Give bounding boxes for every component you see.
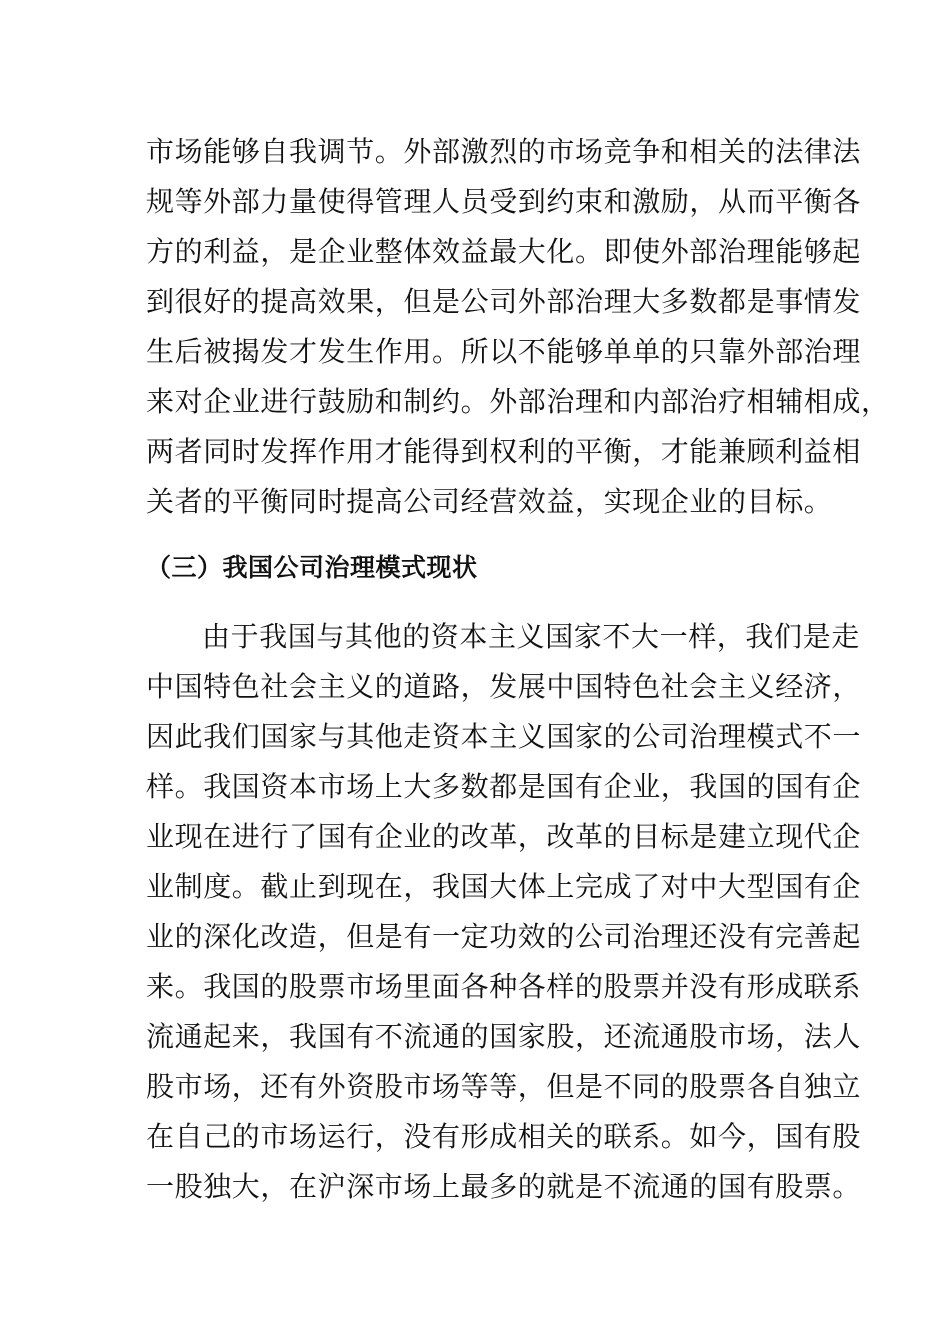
paragraph2-line: 业制度。截止到现在，我国大体上完成了对中大型国有企 [146, 870, 862, 903]
paragraph1-line: 规等外部力量使得管理人员受到约束和激励，从而平衡各 [146, 185, 862, 218]
section-heading: （三）我国公司治理模式现状 [146, 553, 478, 582]
paragraph2-line: 在自己的市场运行，没有形成相关的联系。如今，国有股 [146, 1120, 862, 1153]
paragraph2-line: 来。我国的股票市场里面各种各样的股票并没有形成联系 [146, 970, 862, 1003]
paragraph2-line: 一股独大，在沪深市场上最多的就是不流通的国有股票。 [146, 1170, 862, 1203]
paragraph1-line: 关者的平衡同时提高公司经营效益，实现企业的目标。 [146, 485, 833, 518]
paragraph1-line: 来对企业进行鼓励和制约。外部治理和内部治疗相辅相成， [146, 385, 890, 418]
paragraph1-line: 两者同时发挥作用才能得到权利的平衡，才能兼顾利益相 [146, 435, 862, 468]
paragraph1-line: 方的利益，是企业整体效益最大化。即使外部治理能够起 [146, 235, 862, 268]
paragraph1-line: 生后被揭发才发生作用。所以不能够单单的只靠外部治理 [146, 335, 862, 368]
paragraph2-line: 样。我国资本市场上大多数都是国有企业，我国的国有企 [146, 770, 862, 803]
paragraph2-line: 业现在进行了国有企业的改革，改革的目标是建立现代企 [146, 820, 862, 853]
paragraph2-line: 中国特色社会主义的道路，发展中国特色社会主义经济， [146, 670, 862, 703]
paragraph1-line: 市场能够自我调节。外部激烈的市场竞争和相关的法律法 [146, 135, 862, 168]
paragraph2-line: 因此我们国家与其他走资本主义国家的公司治理模式不一 [146, 720, 862, 753]
paragraph2-line: 业的深化改造，但是有一定功效的公司治理还没有完善起 [146, 920, 862, 953]
paragraph2-line: 流通起来，我国有不流通的国家股，还流通股市场，法人 [146, 1020, 862, 1053]
paragraph2-line: 由于我国与其他的资本主义国家不大一样，我们是走 [202, 620, 860, 653]
paragraph2-line: 股市场，还有外资股市场等等，但是不同的股票各自独立 [146, 1070, 862, 1103]
paragraph1-line: 到很好的提高效果，但是公司外部治理大多数都是事情发 [146, 285, 862, 318]
